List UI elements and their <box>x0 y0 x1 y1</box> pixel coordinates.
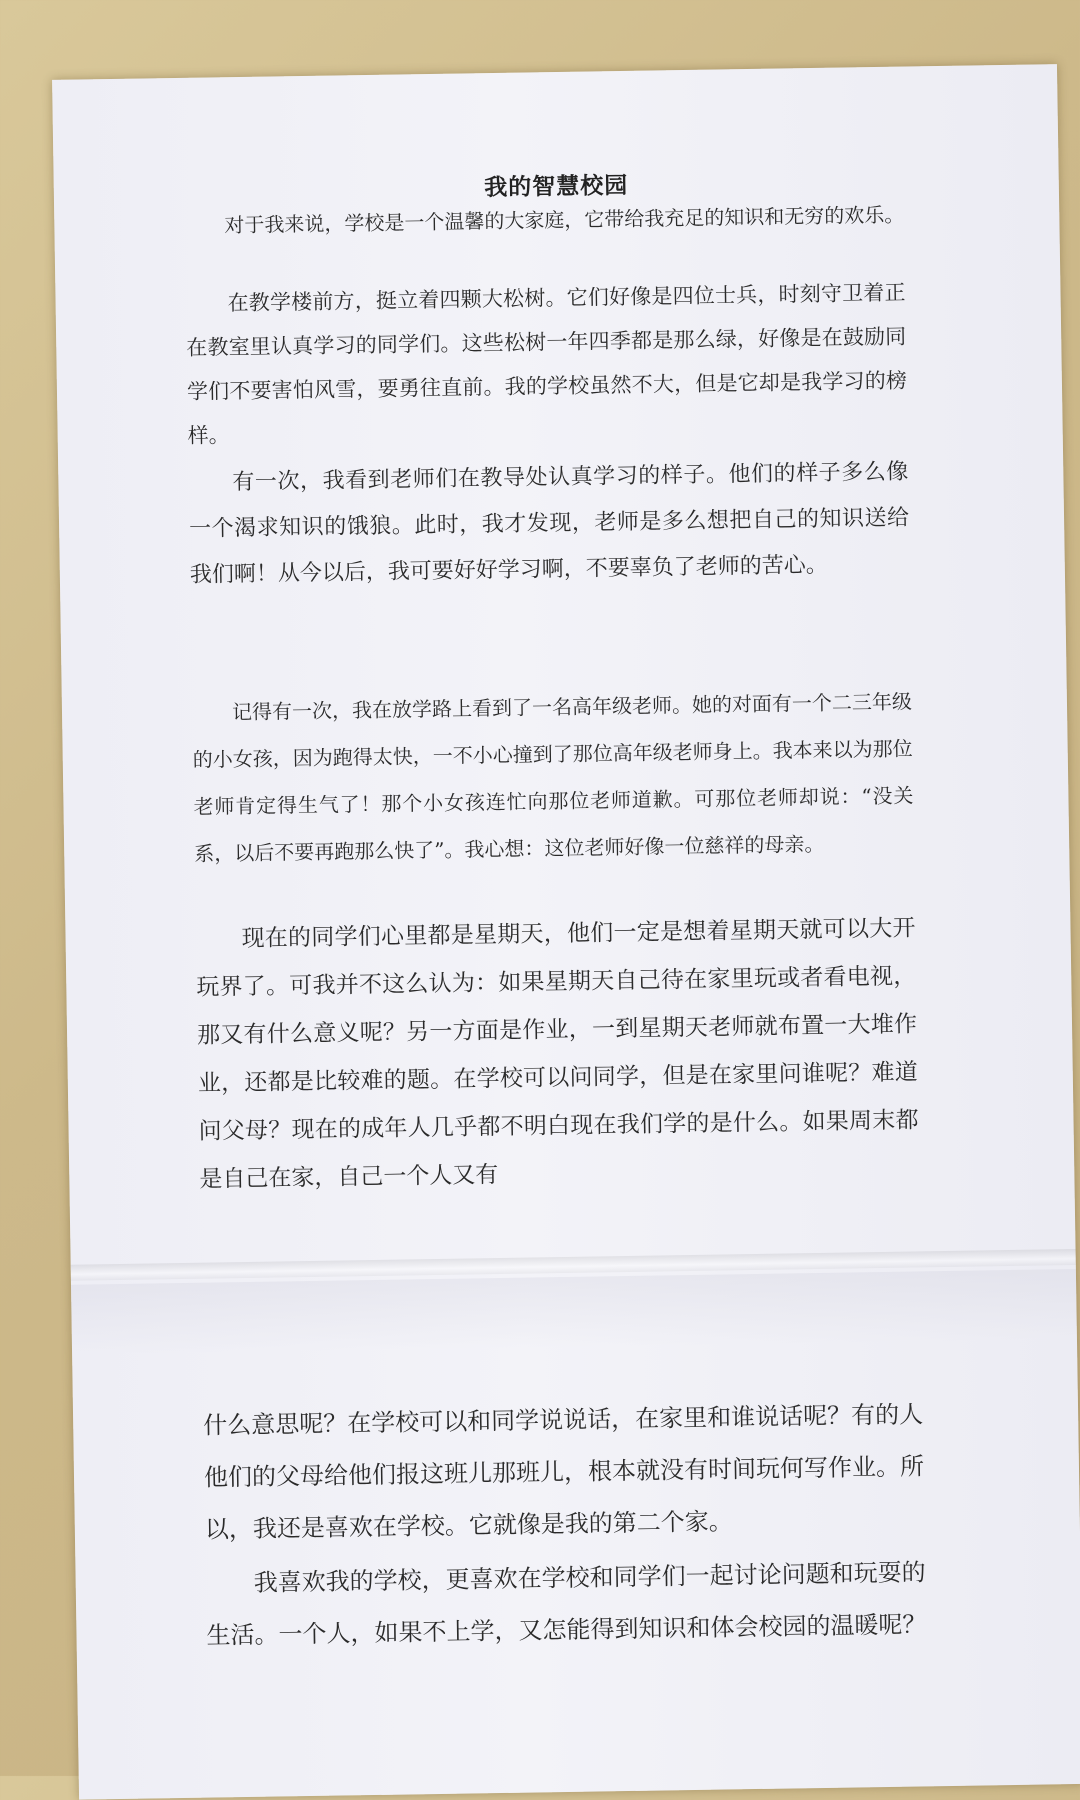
paragraph-2: 在教学楼前方，挺立着四颗大松树。它们好像是四位士兵，时刻守卫着正在教室里认真学习的同学们。这些松树一年四季都是那么绿，好像是在鼓励同学们不要害怕风雪，要勇往直前。我的学校虽然不大，但是它却是我学习的榜样。 <box>186 280 908 448</box>
essay-title: 我的智慧校园 <box>484 171 629 202</box>
paragraph-3: 有一次，我看到老师们在教导处认真学习的样子。他们的样子多么像一个渴求知识的饿狼。此时，我才发现，老师是多么想把自己的知识送给我们啊！从今以后，我可要好好学习啊，不要辜负了老师的苦心。 <box>188 459 910 588</box>
paragraph-7: 我喜欢我的学校，更喜欢在学校和同学们一起讨论问题和玩耍的生活。一个人，如果不上学，又怎能得到知识和体会校园的温暖呢？ <box>206 1558 927 1650</box>
paragraph-1: 对于我来说，学校是一个温馨的大家庭，它带给我充足的知识和无穷的欢乐。 <box>224 202 905 238</box>
paper-fold-shadow <box>71 1269 1077 1355</box>
paper-sheet <box>52 64 1080 1800</box>
paragraph-6: 什么意思呢？在学校可以和同学说说话，在家里和谁说话呢？有的人他们的父母给他们报这班儿那班儿，根本就没有时间玩何写作业。所以，我还是喜欢在学校。它就像是我的第二个家。 <box>202 1400 925 1544</box>
paragraph-5: 现在的同学们心里都是星期天，他们一定是想着星期天就可以大开玩界了。可我并不这么认为：如果星期天自己待在家里玩或者看电视，那又有什么意义呢？另一方面是作业，一到星期天老师就布置一大堆作业，还都是比较难的题。在学校可以问同学，但是在家里问谁呢？难道问父母？现在的成年人几乎都不明白现在我们学的是什么。如果周末都是自己在家，自己一个人又有 <box>196 915 919 1193</box>
paragraph-4: 记得有一次，我在放学路上看到了一名高年级老师。她的对面有一个二三年级的小女孩，因为跑得太快，一不小心撞到了那位高年级老师身上。我本来以为那位老师肯定得生气了！那个小女孩连忙向那位老师道歉。可那位老师却说：“没关系，以后不要再跑那么快了”。我心想：这位老师好像一位慈祥的母亲。 <box>192 689 914 866</box>
